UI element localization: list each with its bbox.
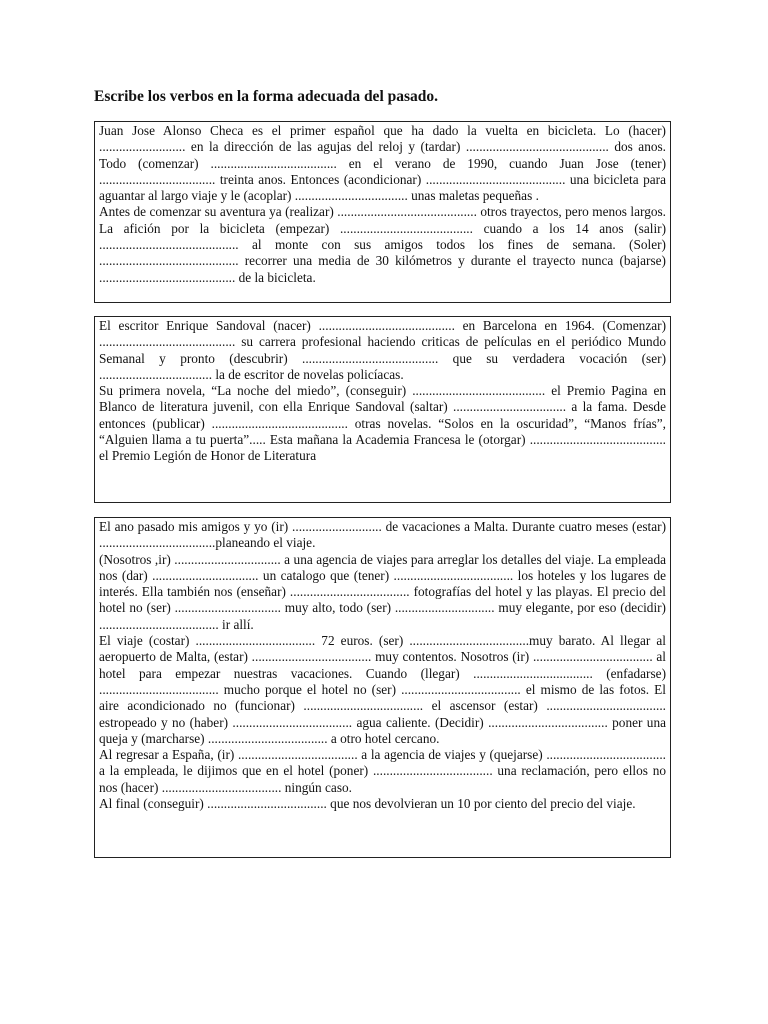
box3-paragraph-4: Al regresar a España, (ir) .................................... a la agencia de viajes y (quejarse) .................................... a la empleada, le dijimos que en el hotel (poner) .................................... una reclamación, pero ellos no nos (hacer) .................................... ningún caso. bbox=[99, 747, 666, 795]
box1-paragraph-2: Antes de comenzar su aventura ya (realizar) .......................................... otros trayectos, pero menos largos. La afición por la bicicleta (empezar) ........................................ cuando a los 14 anos (salir) .......................................... al monte con sus amigos todos los fines de semana. (Soler) .......................................... recorrer una media de 30 kilómetros y durante el trayecto nunca (bajarse) ......................................... de la bicicleta. bbox=[99, 204, 666, 285]
exercise-box-writer bbox=[94, 316, 671, 503]
box3-paragraph-2: (Nosotros ,ir) ................................ a una agencia de viajes para arreglar los detalles del viaje. La empleada nos (dar) ................................ un catalogo que (tener) .................................... los hoteles y los lugares de interés. Ella también nos (enseñar) .................................... fotografías del hotel y las playas. El precio del hotel no (ser) ................................ muy alto, todo (ser) .............................. muy elegante, por eso (decidir) .................................... ir allí. bbox=[99, 551, 666, 632]
box2-paragraph-1: El escritor Enrique Sandoval (nacer) ......................................... en Barcelona en 1964. (Comenzar) ......................................... su carrera profesional haciendo criticas de películas en el periódico Mundo Semanal y pronto (descubrir) ......................................... que su verdadera vocación (ser) .................................. la de escritor de novelas policíacas. bbox=[99, 318, 666, 382]
page-title: Escribe los verbos en la forma adecuada del pasado. bbox=[94, 88, 439, 105]
box3-paragraph-1: El ano pasado mis amigos y yo (ir) ........................... de vacaciones a Malta. Durante cuatro meses (estar) ...................................planeando el viaje. bbox=[99, 519, 666, 551]
box3-paragraph-5: Al final (conseguir) .................................... que nos devolvieran un 10 por ciento del precio del viaje. bbox=[99, 796, 636, 812]
box3-paragraph-3: El viaje (costar) .................................... 72 euros. (ser) ....................................muy barato. Al llegar al aeropuerto de Malta, (estar) .................................... muy contentos. Nosotros (ir) .................................... al hotel para empezar nuestras vacaciones. Cuando (llegar) .................................... (enfadarse) .................................... mucho porque el hotel no (ser) .................................... el mismo de las fotos. El aire acondicionado no (funcionar) .................................... el ascensor (estar) .................................... estropeado y no (haber) .................................... agua caliente. (Decidir) .................................... poner una queja y (marcharse) .................................... a otro hotel cercano. bbox=[99, 633, 666, 746]
box1-paragraph-1: Juan Jose Alonso Checa es el primer español que ha dado la vuelta en bicicleta. Lo (hacer) .......................... en la dirección de las agujas del reloj y (tardar) ........................................... dos anos. Todo (comenzar) ...................................... en el verano de 1990, cuando Juan Jose (tener) ................................... treinta anos. Entonces (acondicionar) .......................................... una bicicleta para aguantar al largo viaje y le (acoplar) .................................. unas maletas pequeñas . bbox=[99, 123, 666, 204]
box2-paragraph-2: Su primera novela, “La noche del miedo”, (conseguir) ........................................ el Premio Pagina en Blanco de literatura juvenil, con ella Enrique Sandoval (saltar) .................................. a la fama. Desde entonces (publicar) ......................................... otras novelas. “Solos en la oscuridad”, “Manos frías”, “Alguien llama a tu puerta”..... Esta mañana la Academia Francesa le (otorgar) ......................................... el Premio Legión de Honor de Literatura bbox=[99, 383, 666, 464]
exercise-box-malta-trip bbox=[94, 517, 671, 858]
exercise-box-bicycle bbox=[94, 121, 671, 303]
